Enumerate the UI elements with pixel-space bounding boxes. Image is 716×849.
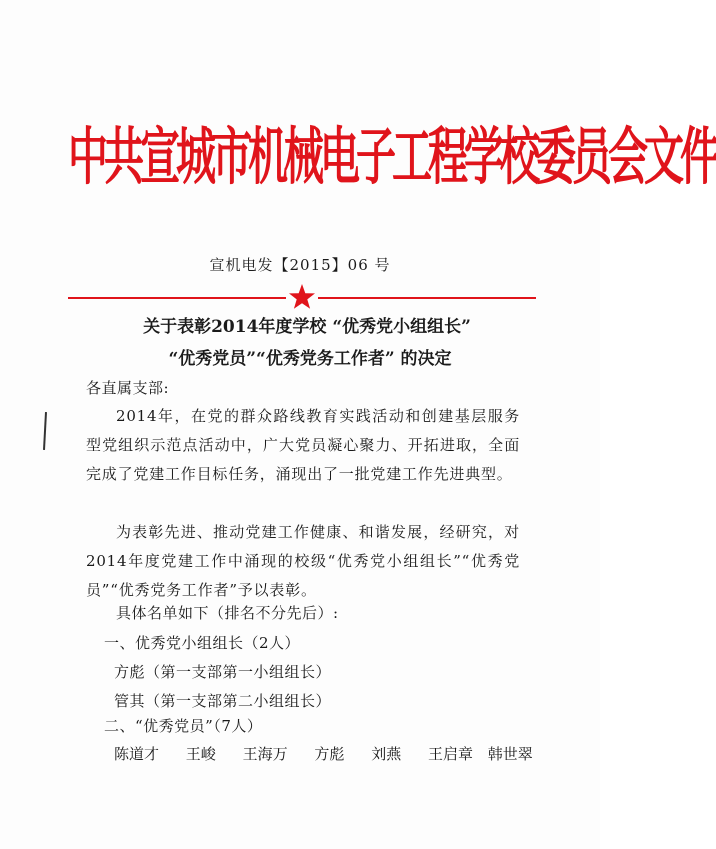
name-item: 王启章 xyxy=(427,745,473,763)
section-1-item: 管其（第一支部第二小组组长） xyxy=(114,692,332,710)
salutation: 各直属支部: xyxy=(86,379,170,397)
section-1-item: 方彪（第一支部第一小组组长） xyxy=(114,663,332,681)
list-intro: 具体名单如下（排名不分先后）: xyxy=(116,604,339,622)
section-1-heading: 一、优秀党小组组长（2人） xyxy=(104,634,301,652)
name-item: 韩世翠 xyxy=(487,745,533,763)
document-header-title: 中共宣城市机械电子工程学校委员会文件 xyxy=(68,122,716,194)
paragraph-1: 2014年，在党的群众路线教育实践活动和创建基层服务型党组织示范点活动中，广大党员凝心聚力、开拓进取，全面完成了党建工作目标任务，涌现出了一批党建工作先进典型。 xyxy=(86,407,520,483)
section-2-heading: 二、“优秀党员”（7人） xyxy=(104,717,263,735)
name-item: 刘燕 xyxy=(371,745,402,763)
name-item: 陈道才 xyxy=(114,745,160,763)
document-number: 宣机电发【2015】06 号 xyxy=(209,256,391,274)
header-divider-right xyxy=(318,297,536,299)
document-title-line-1: 关于表彰2014年度学校 “优秀党小组组长” xyxy=(143,317,471,337)
document-title-line-2: “优秀党员”“优秀党务工作者” 的决定 xyxy=(168,349,452,369)
paragraph-2: 为表彰先进、推动党建工作健康、和谐发展，经研究，对2014年度党建工作中涌现的校级“优秀党小组组长”“优秀党员”“优秀党务工作者”予以表彰。 xyxy=(86,523,520,599)
name-item: 方彪 xyxy=(314,745,345,763)
star-icon xyxy=(288,283,316,311)
name-item: 王海万 xyxy=(242,745,288,763)
section-2-names xyxy=(114,743,533,764)
header-divider-left xyxy=(68,297,286,299)
name-item: 王峻 xyxy=(185,745,216,763)
scan-mark xyxy=(43,412,47,450)
